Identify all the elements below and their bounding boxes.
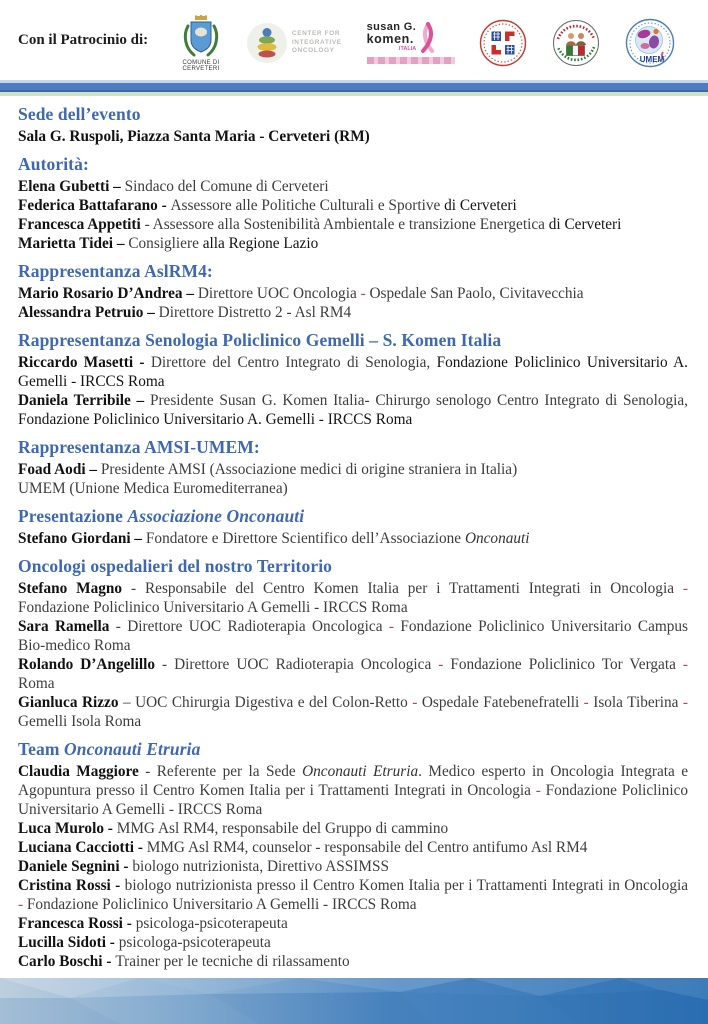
text-run: psicologa-psicoterapeuta bbox=[135, 915, 288, 932]
text-run: - bbox=[682, 656, 688, 673]
person-line bbox=[18, 284, 688, 303]
text-run: Lucilla Sidoti - bbox=[18, 934, 119, 951]
low-poly-banner-icon bbox=[0, 978, 708, 1024]
text-run: Luciana Cacciotti - bbox=[18, 839, 147, 856]
text-run: Fondazione Policlinico Universitario A Gemelli - IRCCS Roma bbox=[18, 782, 689, 818]
person-line bbox=[18, 693, 688, 731]
amsi-logo bbox=[479, 19, 527, 67]
komen-banner-strip bbox=[367, 57, 455, 64]
komen-wordmark-line1: susan G. bbox=[366, 21, 417, 33]
amsi-cross-icon bbox=[479, 19, 527, 67]
text-run: Fondazione Policlinico Tor Vergata bbox=[450, 656, 683, 673]
person-line bbox=[18, 391, 688, 429]
text-run: Gemelli Isola Roma bbox=[18, 713, 142, 730]
text-run: Luca Murolo - bbox=[18, 820, 117, 837]
divider-blue-bar bbox=[0, 83, 708, 90]
person-line bbox=[18, 952, 688, 971]
text-run: biologo nutrizionista, Direttivo ASSIMSS bbox=[132, 858, 389, 875]
text-run: Rolando D’Angelillo bbox=[18, 656, 156, 673]
cio-text-line1: CENTER FOR bbox=[291, 29, 341, 37]
text-run: Rappresentanza AslRM4: bbox=[18, 261, 213, 281]
text-run: - bbox=[535, 782, 546, 799]
person-line bbox=[18, 529, 688, 548]
text-run: Sede dell’evento bbox=[18, 104, 141, 124]
text-run: Francesca Appetiti bbox=[18, 216, 141, 233]
text-run: MMG Asl RM4, counselor - responsabile del Centro antifumo Asl RM4 bbox=[146, 839, 588, 856]
text-run: Riccardo Masetti - bbox=[18, 354, 151, 371]
person-line bbox=[18, 353, 688, 391]
text-run: Sindaco del Comune di Cerveteri bbox=[124, 178, 329, 195]
text-run: Consigliere bbox=[128, 235, 203, 252]
text-run: - Referente per la Sede bbox=[138, 763, 303, 780]
text-run: Daniele Segnini - bbox=[18, 858, 133, 875]
text-run: Carlo Boschi - bbox=[18, 953, 116, 970]
cerveteri-crest-icon bbox=[181, 15, 221, 59]
text-run: Mario Rosario D’Andrea – bbox=[18, 285, 198, 302]
person-line bbox=[18, 819, 688, 838]
text-run: Fondazione Policlinico Universitario Campus Bio-medico Roma bbox=[18, 618, 689, 654]
section-heading bbox=[18, 506, 688, 527]
person-line bbox=[18, 234, 688, 253]
person-line bbox=[18, 617, 688, 655]
text-run: Team bbox=[18, 739, 65, 759]
person-line bbox=[18, 303, 688, 322]
section-heading bbox=[18, 330, 688, 351]
logo-row bbox=[162, 15, 694, 72]
text-run: MMG Asl RM4, responsabile del Gruppo di cammino bbox=[116, 820, 449, 837]
text-run: Stefano Magno bbox=[18, 580, 123, 597]
section-heading bbox=[18, 104, 688, 125]
footer-polygon-art bbox=[0, 978, 708, 1024]
komen-italia-label: ITALIA bbox=[398, 45, 417, 52]
text-run: Stefano Giordani – bbox=[18, 530, 146, 547]
program-section bbox=[18, 330, 688, 429]
text-run: Fondazione Policlinico Universitario A. Gemelli - IRCCS Roma bbox=[18, 354, 688, 390]
text-run: . Medico esperto in Oncologia Integrata e Agopuntura presso il Centro Komen Italia per i Trattamenti Integrati in Oncologia bbox=[18, 763, 688, 799]
text-run: Sala G. Ruspoli, Piazza Santa Maria - Cerveteri (RM) bbox=[18, 128, 370, 145]
program-section bbox=[18, 739, 688, 971]
text-run: - bbox=[412, 694, 422, 711]
text-run: - bbox=[438, 656, 451, 673]
pink-ribbon-icon bbox=[418, 22, 438, 54]
text-run: Alessandra Petruio – bbox=[18, 304, 159, 321]
text-run: Ospedale Fatebenefratelli bbox=[421, 694, 584, 711]
text-run: Autorità: bbox=[18, 154, 89, 174]
komen-logo bbox=[367, 22, 455, 64]
text-run: Fondatore e Direttore Scientifico dell’Associazione bbox=[145, 530, 465, 547]
text-run: - bbox=[583, 694, 594, 711]
person-line bbox=[18, 857, 688, 876]
program-section bbox=[18, 506, 688, 548]
text-run: Presentazione bbox=[18, 506, 128, 526]
text-run: Trainer per le tecniche di rilassamento bbox=[115, 953, 350, 970]
person-line bbox=[18, 579, 688, 617]
text-run: - bbox=[18, 896, 27, 913]
person-line bbox=[18, 914, 688, 933]
text-run: Direttore Distretto 2 - Asl RM4 bbox=[158, 304, 352, 321]
text-run: Fondazione Policlinico Universitario A Gemelli - IRCCS Roma bbox=[26, 896, 417, 913]
person-line bbox=[18, 838, 688, 857]
cio-text-line2: INTEGRATIVE bbox=[291, 38, 342, 46]
person-line bbox=[18, 876, 688, 914]
text-run: Onconauti bbox=[464, 530, 530, 547]
umem-globe-icon bbox=[625, 18, 675, 68]
text-run: Cristina Rossi - bbox=[18, 877, 125, 894]
text-run: - bbox=[682, 580, 688, 597]
text-run: Rappresentanza Senologia Policlinico Gemelli – S. Komen Italia bbox=[18, 330, 502, 350]
cio-text-line3: ONCOLOGY bbox=[291, 47, 335, 55]
umem-wordmark: UMEM bbox=[639, 55, 665, 64]
person-line bbox=[18, 933, 688, 952]
person-line bbox=[18, 215, 688, 234]
text-run: - bbox=[682, 694, 688, 711]
text-run: Presidente Susan G. Komen Italia- Chirurgo senologo Centro Integrato di Senologia, bbox=[149, 392, 688, 409]
text-run: Sara Ramella bbox=[18, 618, 110, 635]
uniti-per-unire-emblem-icon bbox=[552, 19, 600, 67]
program-content bbox=[0, 96, 708, 971]
person-line bbox=[18, 762, 688, 819]
text-run: di Cerveteri bbox=[444, 197, 517, 214]
text-run: Daniela Terribile – bbox=[18, 392, 150, 409]
text-run: Assessore alle Politiche Culturali e Sportive bbox=[170, 197, 445, 214]
uniti-per-unire-logo bbox=[552, 19, 600, 67]
umem-logo bbox=[625, 18, 675, 68]
person-line bbox=[18, 479, 688, 498]
header-divider bbox=[0, 80, 708, 96]
integrative-oncology-logo bbox=[246, 22, 342, 64]
text-run: Direttore del Centro Integrato di Senologia, bbox=[150, 354, 437, 371]
text-run: Isola Tiberina bbox=[593, 694, 683, 711]
cerveteri-caption-line2: CERVETERI bbox=[182, 65, 220, 72]
text-run: Associazione Onconauti bbox=[127, 506, 305, 526]
person-line bbox=[18, 460, 688, 479]
text-run: Elena Gubetti – bbox=[18, 178, 125, 195]
program-section bbox=[18, 261, 688, 322]
text-run: Claudia Maggiore bbox=[18, 763, 139, 780]
text-run: psicologa-psicoterapeuta bbox=[118, 934, 271, 951]
text-run: - Direttore UOC Radioterapia Oncologica bbox=[155, 656, 439, 673]
text-run: biologo nutrizionista presso il Centro Komen Italia per i Trattamenti Integrati in Oncologia bbox=[124, 877, 689, 894]
text-run: - Responsabile del Centro Komen Italia per i Trattamenti Integrati in Oncologia bbox=[122, 580, 683, 597]
komen-wordmark-line2: komen. bbox=[366, 32, 414, 46]
text-run: - Direttore UOC Radioterapia Oncologica bbox=[109, 618, 389, 635]
text-run: – UOC Chirurgia Digestiva e del Colon-Retto bbox=[118, 694, 413, 711]
text-run: - Assessore alla Sostenibilità Ambientale e transizione Energetica bbox=[140, 216, 549, 233]
text-run: Roma bbox=[18, 675, 55, 692]
text-run: - bbox=[360, 285, 370, 302]
section-heading bbox=[18, 437, 688, 458]
person-line bbox=[18, 177, 688, 196]
stacked-stones-icon bbox=[246, 22, 288, 64]
text-run: Onconauti Etruria bbox=[64, 739, 201, 759]
program-section bbox=[18, 437, 688, 498]
section-heading bbox=[18, 261, 688, 282]
cerveteri-logo bbox=[181, 15, 221, 72]
text-run: alla Regione Lazio bbox=[202, 235, 319, 252]
person-line bbox=[18, 655, 688, 693]
program-section bbox=[18, 104, 688, 146]
text-run: di Cerveteri bbox=[548, 216, 622, 233]
text-run: Fondazione Policlinico Universitario A Gemelli - IRCCS Roma bbox=[18, 599, 408, 616]
text-run: Gianluca Rizzo bbox=[18, 694, 119, 711]
text-run: Fondazione Policlinico Universitario A. Gemelli - IRCCS Roma bbox=[18, 411, 413, 428]
patronage-label: Con il Patrocinio di: bbox=[18, 31, 149, 48]
text-run: Rappresentanza AMSI-UMEM: bbox=[18, 437, 260, 457]
program-section bbox=[18, 556, 688, 731]
text-run: Oncologi ospedalieri del nostro Territorio bbox=[18, 556, 333, 576]
text-run: UMEM (Unione Medica Euromediterranea) bbox=[18, 480, 288, 497]
person-line bbox=[18, 196, 688, 215]
program-section bbox=[18, 154, 688, 253]
text-run: - bbox=[388, 618, 401, 635]
text-run: Presidente AMSI (Associazione medici di origine straniera in Italia) bbox=[100, 461, 518, 478]
text-run: Marietta Tidei – bbox=[18, 235, 129, 252]
person-line bbox=[18, 127, 688, 146]
text-run: Onconauti Etruria bbox=[302, 763, 419, 780]
text-run: Foad Aodi – bbox=[18, 461, 101, 478]
section-heading bbox=[18, 154, 688, 175]
patronage-header bbox=[0, 0, 708, 80]
section-heading bbox=[18, 739, 688, 760]
text-run: Ospedale San Paolo, Civitavecchia bbox=[369, 285, 584, 302]
cerveteri-caption-line1: COMUNE DI bbox=[182, 59, 220, 66]
text-run: Francesca Rossi - bbox=[18, 915, 136, 932]
text-run: Federica Battafarano - bbox=[18, 197, 171, 214]
text-run: Direttore UOC Oncologia bbox=[197, 285, 361, 302]
section-heading bbox=[18, 556, 688, 577]
